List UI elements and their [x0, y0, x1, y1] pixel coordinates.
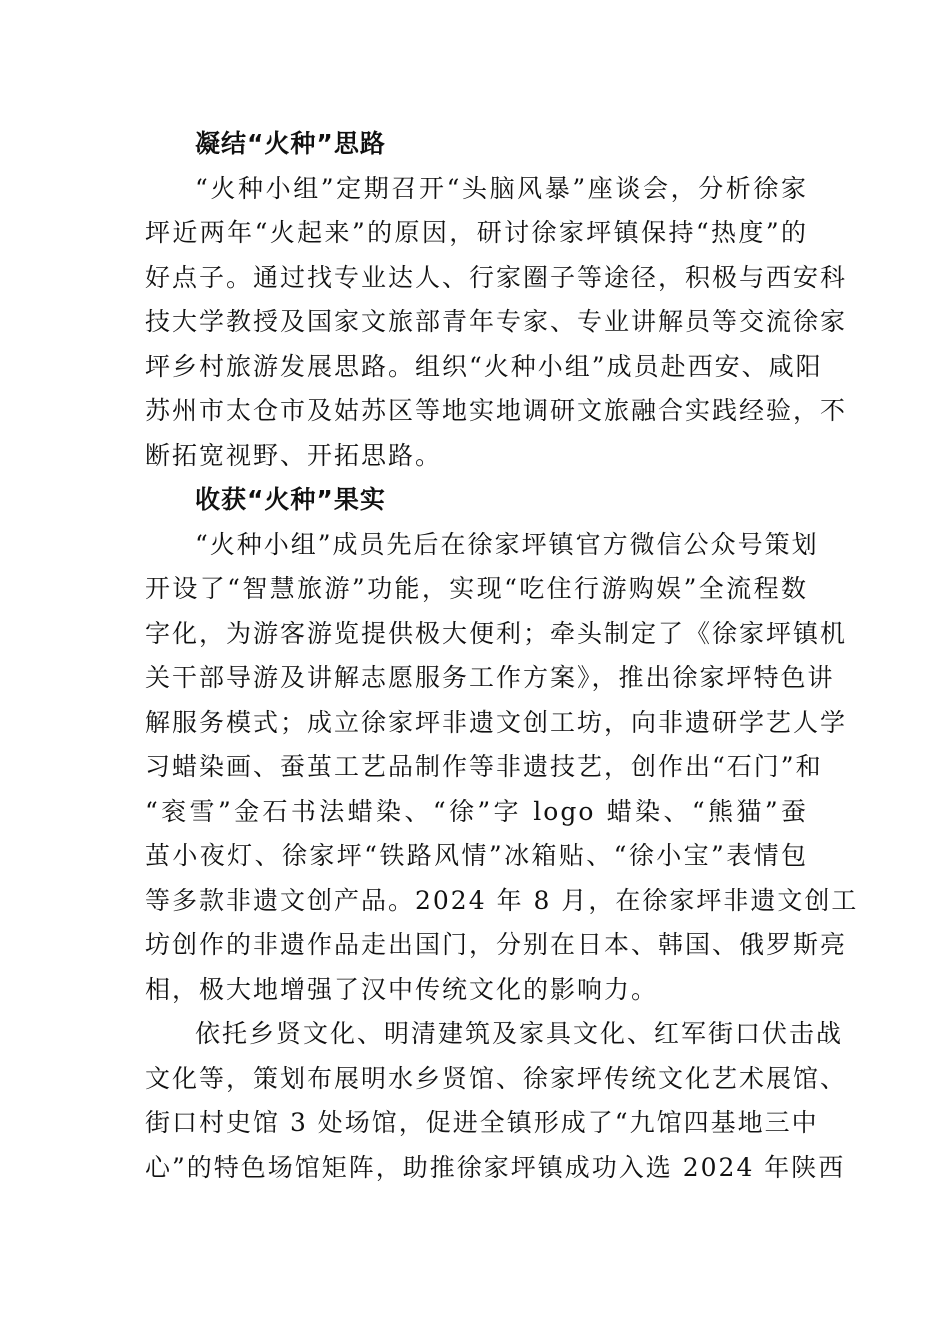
text-line: 好点子。通过找专业达人、行家圈子等途径，积极与西安科 — [145, 262, 848, 292]
text-line: 坪近两年“火起来”的原因，研讨徐家坪镇保持“热度”的 — [145, 218, 809, 247]
text-line: 茧小夜灯、徐家坪“铁路风情”冰箱贴、“徐小宝”表情包 — [145, 841, 809, 870]
text-line: 坊创作的非遗作品走出国门，分别在日本、韩国、俄罗斯亮 — [145, 930, 848, 959]
text-line: 解服务模式；成立徐家坪非遗文创工坊，向非遗研学艺人学 — [145, 707, 848, 737]
text-line: 坪乡村旅游发展思路。组织“火种小组”成员赴西安、咸阳 — [145, 351, 823, 381]
text-line: 相，极大地增强了汉中传统文化的影响力。 — [145, 974, 659, 1004]
text-line: 心”的特色场馆矩阵，助推徐家坪镇成功入选 2024 年陕西 — [145, 1152, 846, 1182]
paragraph-results — [145, 523, 859, 1013]
text-line: “火种小组”成员先后在徐家坪镇官方微信公众号策划 — [195, 529, 819, 559]
text-line: 街口村史馆 3 处场馆，促进全镇形成了“九馆四基地三中 — [145, 1108, 819, 1137]
text-line: 苏州市太仓市及姑苏区等地实地调研文旅融合实践经验，不 — [145, 396, 848, 425]
text-line: 技大学教授及国家文旅部青年专家、专业讲解员等交流徐家 — [145, 307, 848, 336]
document-body — [145, 122, 859, 1190]
text-line: 等多款非遗文创产品。2024 年 8 月，在徐家坪非遗文创工 — [145, 885, 859, 915]
text-line: “衮雪”金石书法蜡染、“徐”字 logo 蜡染、“熊猫”蚕 — [145, 796, 808, 826]
section-heading-ideas: 凝结“火种”思路 — [195, 129, 386, 158]
text-line: 习蜡染画、蚕茧工艺品制作等非遗技艺，创作出“石门”和 — [145, 752, 823, 781]
text-line: 关干部导游及讲解志愿服务工作方案》，推出徐家坪特色讲 — [145, 663, 835, 692]
section-heading-results: 收获“火种”果实 — [195, 485, 386, 514]
text-line: 文化等，策划布展明水乡贤馆、徐家坪传统文化艺术展馆、 — [145, 1063, 848, 1093]
paragraph-venues — [145, 1012, 848, 1190]
text-line: 开设了“智慧旅游”功能，实现“吃住行游购娱”全流程数 — [145, 574, 808, 603]
text-line: 依托乡贤文化、明清建筑及家具文化、红军街口伏击战 — [195, 1019, 844, 1048]
text-line: 断拓宽视野、开拓思路。 — [145, 440, 443, 470]
paragraph-ideas — [145, 167, 848, 479]
text-line: “火种小组”定期召开“头脑风暴”座谈会，分析徐家 — [195, 173, 808, 203]
text-line: 字化，为游客游览提供极大便利；牵头制定了《徐家坪镇机 — [145, 618, 848, 648]
